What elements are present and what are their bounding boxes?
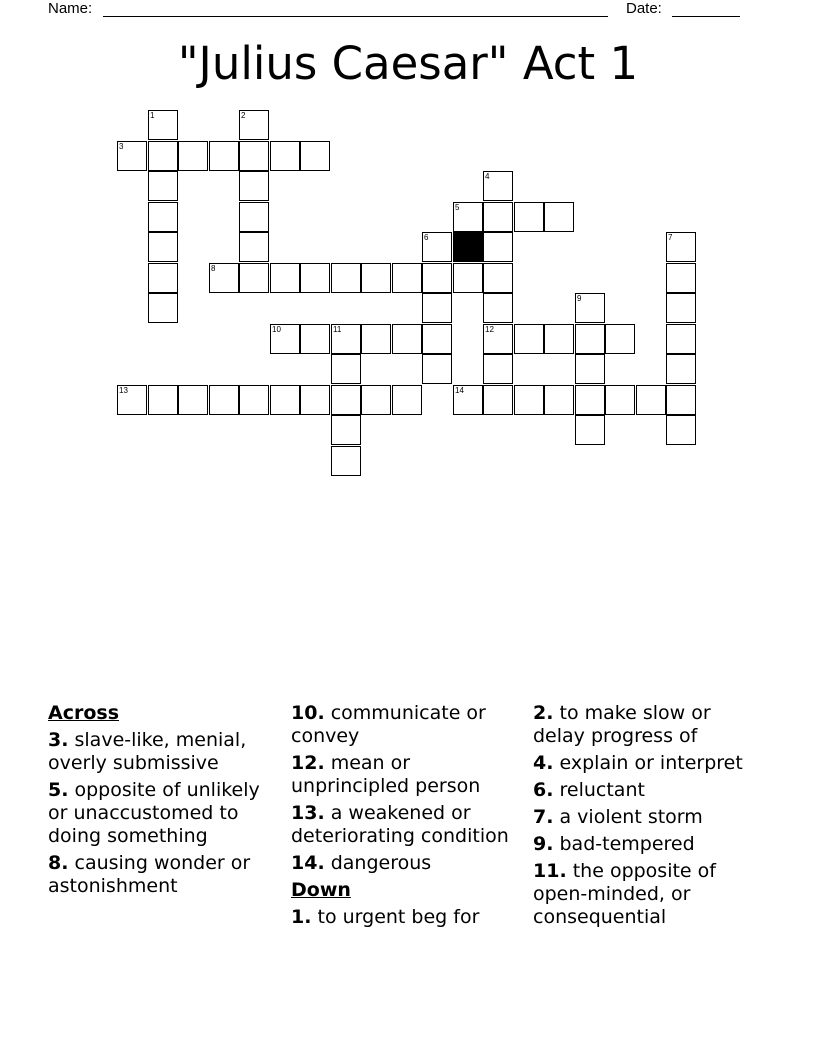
grid-cell[interactable]: [331, 415, 361, 445]
numbered-cell[interactable]: [422, 232, 452, 262]
grid-cell[interactable]: [514, 202, 544, 232]
numbered-cell[interactable]: [117, 141, 147, 171]
grid-cell[interactable]: [422, 324, 452, 354]
grid-cell[interactable]: [453, 263, 483, 293]
clues-section: [48, 702, 768, 962]
grid-cell[interactable]: [483, 232, 513, 262]
across-clue: 3. slave-like, menial, overly submissive: [48, 729, 247, 774]
grid-cell[interactable]: [483, 385, 513, 415]
black-square: [453, 232, 483, 262]
page-title: "Julius Caesar" Act 1: [177, 37, 639, 90]
numbered-cell[interactable]: [209, 263, 239, 293]
numbered-cell[interactable]: [331, 324, 361, 354]
grid-cell[interactable]: [392, 385, 422, 415]
down-clue: 4. explain or interpret: [533, 752, 743, 774]
grid-cell[interactable]: [575, 415, 605, 445]
cell-number: 1: [150, 111, 155, 120]
grid-cell[interactable]: [300, 141, 330, 171]
numbered-cell[interactable]: [483, 324, 513, 354]
cell-number: 9: [577, 294, 582, 303]
cell-number: 10: [272, 325, 281, 334]
grid-cell[interactable]: [361, 263, 391, 293]
across-clue: 10. communicate or convey: [291, 702, 486, 747]
numbered-cell[interactable]: [117, 385, 147, 415]
grid-cell[interactable]: [483, 263, 513, 293]
grid-cell[interactable]: [636, 385, 666, 415]
grid-cell[interactable]: [575, 354, 605, 384]
grid-cell[interactable]: [666, 415, 696, 445]
grid-cell[interactable]: [331, 263, 361, 293]
numbered-cell[interactable]: [453, 202, 483, 232]
cell-number: 14: [455, 386, 464, 395]
numbered-cell[interactable]: [575, 293, 605, 323]
grid-cell[interactable]: [483, 202, 513, 232]
clues-column-2: [291, 702, 517, 933]
cell-number: 8: [211, 264, 216, 273]
grid-cell[interactable]: [331, 385, 361, 415]
grid-cell[interactable]: [514, 324, 544, 354]
grid-cell[interactable]: [148, 232, 178, 262]
across-clue: 13. a weakened or deteriorating condition: [291, 802, 509, 847]
grid-cell[interactable]: [239, 202, 269, 232]
grid-cell[interactable]: [331, 354, 361, 384]
grid-cell[interactable]: [270, 141, 300, 171]
grid-cell[interactable]: [422, 354, 452, 384]
grid-cell[interactable]: [422, 293, 452, 323]
grid-cell[interactable]: [575, 385, 605, 415]
grid-cell[interactable]: [514, 385, 544, 415]
cell-number: 4: [485, 172, 490, 181]
grid-cell[interactable]: [392, 324, 422, 354]
grid-cell[interactable]: [483, 354, 513, 384]
cell-number: 6: [424, 233, 429, 242]
grid-cell[interactable]: [148, 385, 178, 415]
numbered-cell[interactable]: [483, 171, 513, 201]
down-heading: Down: [291, 879, 351, 901]
cell-number: 11: [333, 325, 342, 334]
cell-number: 5: [455, 203, 460, 212]
grid-cell[interactable]: [270, 263, 300, 293]
grid-cell[interactable]: [422, 263, 452, 293]
numbered-cell[interactable]: [453, 385, 483, 415]
clues-column-1: [48, 702, 274, 902]
grid-cell[interactable]: [209, 141, 239, 171]
grid-cell[interactable]: [178, 141, 208, 171]
cell-number: 13: [119, 386, 128, 395]
grid-cell[interactable]: [605, 324, 635, 354]
cell-number: 7: [668, 233, 673, 242]
grid-cell[interactable]: [605, 385, 635, 415]
down-clue: 2. to make slow or delay progress of: [533, 702, 711, 747]
grid-cell[interactable]: [178, 385, 208, 415]
grid-cell[interactable]: [544, 385, 574, 415]
grid-cell[interactable]: [666, 385, 696, 415]
down-clue: 7. a violent storm: [533, 806, 703, 828]
numbered-cell[interactable]: [270, 324, 300, 354]
across-clue: 8. causing wonder or astonishment: [48, 852, 251, 897]
grid-cell[interactable]: [239, 232, 269, 262]
name-label: Name:: [48, 0, 93, 17]
grid-cell[interactable]: [239, 141, 269, 171]
crossword-grid: [0, 0, 816, 500]
down-clue: 1. to urgent beg for: [291, 906, 480, 928]
grid-cell[interactable]: [666, 354, 696, 384]
grid-cell[interactable]: [666, 293, 696, 323]
grid-cell[interactable]: [300, 324, 330, 354]
grid-cell[interactable]: [239, 171, 269, 201]
down-clue: 6. reluctant: [533, 779, 645, 801]
across-clue: 5. opposite of unlikely or unaccustomed to doing something: [48, 779, 260, 847]
grid-cell[interactable]: [666, 324, 696, 354]
across-heading: Across: [48, 702, 120, 724]
grid-cell[interactable]: [300, 263, 330, 293]
cell-number: 2: [241, 111, 246, 120]
grid-cell[interactable]: [148, 263, 178, 293]
grid-cell[interactable]: [239, 263, 269, 293]
grid-cell[interactable]: [666, 263, 696, 293]
numbered-cell[interactable]: [666, 232, 696, 262]
grid-cell[interactable]: [483, 293, 513, 323]
grid-cell[interactable]: [209, 385, 239, 415]
grid-cell[interactable]: [148, 141, 178, 171]
grid-cell[interactable]: [148, 171, 178, 201]
down-clue: 11. the opposite of open-minded, or consequential: [533, 860, 716, 928]
date-label: Date:: [626, 0, 662, 17]
grid-cell[interactable]: [392, 263, 422, 293]
across-clue: 14. dangerous: [291, 852, 432, 874]
grid-cell[interactable]: [575, 324, 605, 354]
grid-cell[interactable]: [270, 385, 300, 415]
clues-column-3: [533, 702, 759, 933]
grid-cell[interactable]: [148, 293, 178, 323]
cell-number: 12: [485, 325, 494, 334]
across-clue: 12. mean or unprincipled person: [291, 752, 481, 797]
down-clue: 9. bad-tempered: [533, 833, 695, 855]
grid-cell[interactable]: [300, 385, 330, 415]
grid-cell[interactable]: [361, 324, 391, 354]
grid-cell[interactable]: [544, 324, 574, 354]
grid-cell[interactable]: [148, 202, 178, 232]
grid-cell[interactable]: [331, 446, 361, 476]
grid-cell[interactable]: [239, 385, 269, 415]
grid-cell[interactable]: [361, 385, 391, 415]
grid-cell[interactable]: [544, 202, 574, 232]
cell-number: 3: [119, 142, 124, 151]
numbered-cell[interactable]: [148, 110, 178, 140]
numbered-cell[interactable]: [239, 110, 269, 140]
